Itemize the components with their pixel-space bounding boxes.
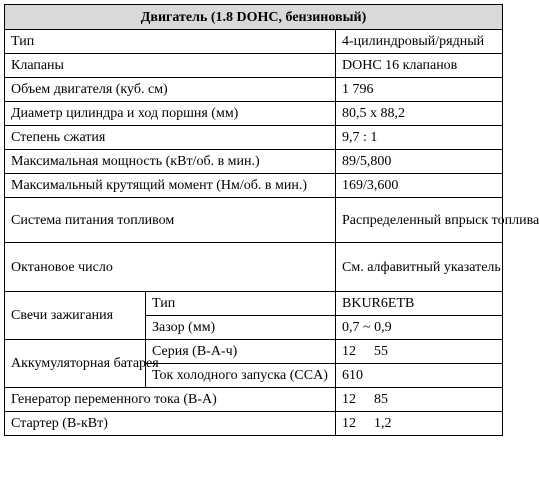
row-value: 89/5,800 [336, 150, 503, 174]
table-row [5, 30, 503, 54]
table-row [5, 78, 503, 102]
row-label: Степень сжатия [5, 126, 336, 150]
row-value [336, 388, 503, 412]
row-value: Распределенный впрыск топлива [336, 198, 503, 243]
row-value: DOHC 16 клапанов [336, 54, 503, 78]
table-row [5, 174, 503, 198]
row-value: 4-цилиндровый/рядный [336, 30, 503, 54]
value-amps: 85 [374, 392, 388, 407]
row-label: Максимальная мощность (кВт/об. в мин.) [5, 150, 336, 174]
value-amp-hours: 55 [374, 344, 388, 359]
value-volts: 12 [342, 392, 356, 407]
row-value: 610 [336, 364, 503, 388]
value-volts: 12 [342, 344, 356, 359]
row-label: Система питания топливом [5, 198, 336, 243]
row-label: Диаметр цилиндра и ход поршня (мм) [5, 102, 336, 126]
engine-spec-table [4, 4, 539, 436]
value-volts: 12 [342, 416, 356, 431]
row-value: 0,7 ~ 0,9 [336, 316, 503, 340]
row-value [336, 340, 503, 364]
table-row [5, 150, 503, 174]
row-value: BKUR6ETB [336, 292, 503, 316]
table-row [5, 54, 503, 78]
table-row [5, 340, 503, 364]
group-label: Свечи зажигания [5, 292, 146, 340]
table-row [5, 198, 503, 243]
row-label: Максимальный крутящий момент (Нм/об. в мин.) [5, 174, 336, 198]
row-label: Стартер (В-кВт) [5, 412, 336, 436]
row-label: Клапаны [5, 54, 336, 78]
row-label: Октановое число [5, 243, 336, 292]
value-kilowatts: 1,2 [374, 416, 392, 431]
sub-label: Серия (В-А-ч) [146, 340, 336, 364]
row-value: 169/3,600 [336, 174, 503, 198]
group-label: Аккумуляторная батарея [5, 340, 146, 388]
table-row [5, 243, 503, 292]
row-value: 1 796 [336, 78, 503, 102]
sub-label: Ток холодного запуска (CCA) [146, 364, 336, 388]
row-label: Генератор переменного тока (В-А) [5, 388, 336, 412]
table-row [5, 292, 503, 316]
table-row [5, 102, 503, 126]
table-row [5, 388, 503, 412]
table-title-row [5, 5, 503, 30]
row-label: Объем двигателя (куб. см) [5, 78, 336, 102]
row-value: См. алфавитный указатель [336, 243, 503, 292]
row-value [336, 412, 503, 436]
table-title: Двигатель (1.8 DOHC, бензиновый) [5, 5, 503, 30]
row-value: 80,5 x 88,2 [336, 102, 503, 126]
sub-label: Зазор (мм) [146, 316, 336, 340]
row-value: 9,7 : 1 [336, 126, 503, 150]
table-row [5, 126, 503, 150]
table-row [5, 412, 503, 436]
sub-label: Тип [146, 292, 336, 316]
row-label: Тип [5, 30, 336, 54]
